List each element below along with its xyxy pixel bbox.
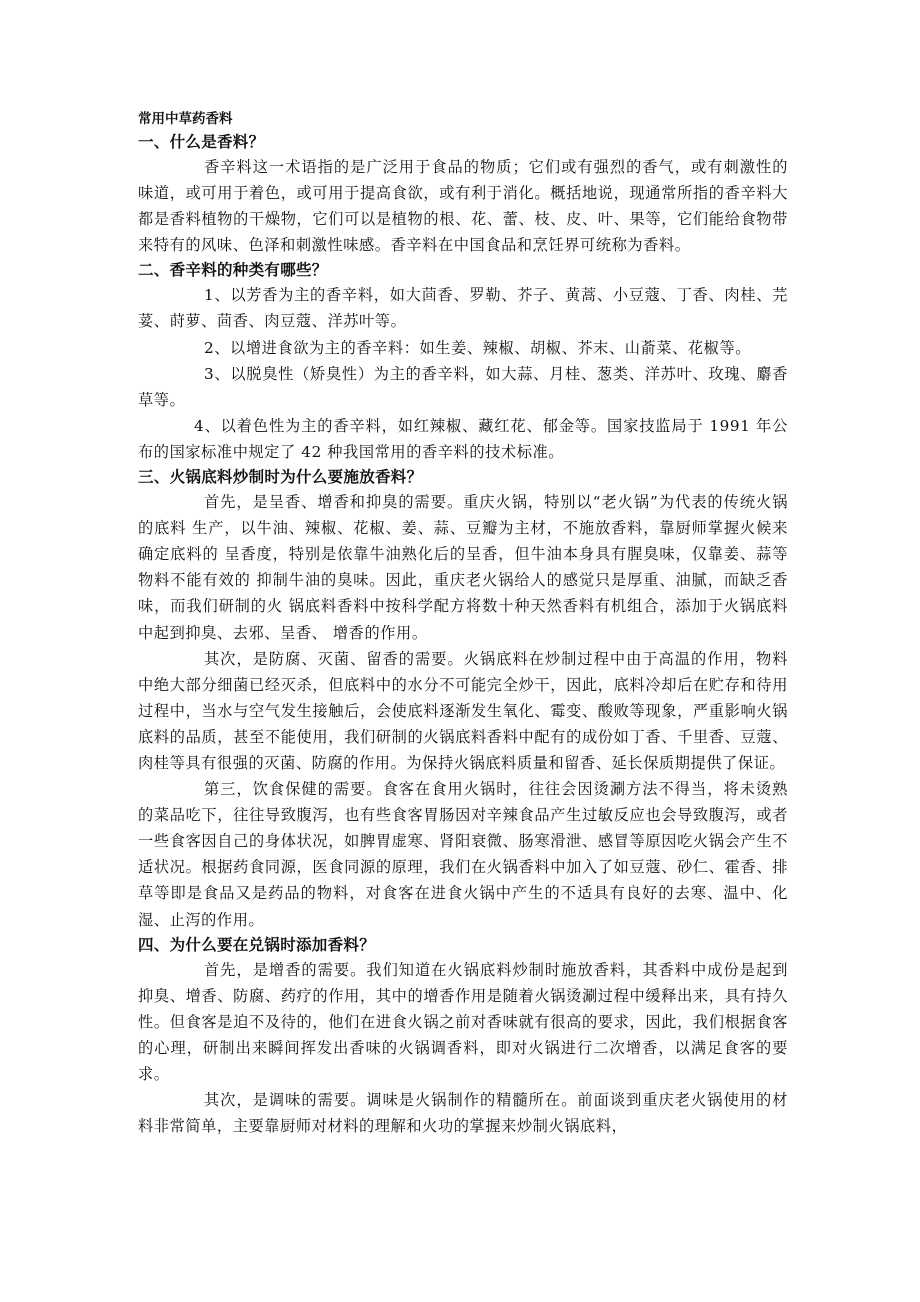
section-heading-1: 一、什么是香料？ <box>138 133 265 151</box>
section-2-item-1: 1、以芳香为主的香辛料，如大茴香、罗勒、芥子、黄蒿、小豆蔻、丁香、肉桂、芫荽、莳萝、茴香、肉豆蔻、洋苏叶等。 <box>138 286 788 331</box>
section-3-paragraph-2: 其次，是防腐、灭菌、留香的需要。火锅底料在炒制过程中由于高温的作用，物料中绝大部分细菌已经灭杀，但底料中的水分不可能完全炒干，因此，底料冷却后在贮存和待用过程中，当水与空气发生接触后，会使底料逐渐发生氧化、霉变、酸败等现象，严重影响火锅底料的品质，甚至不能使用，我们研制的火锅底料香料中配有的成份如丁香、千里香、豆蔻、肉桂等具有很强的灭菌、防腐的作用。为保持火锅底料质量和留香、延长保质期提供了保证。 <box>138 649 788 772</box>
section-4-paragraph-1: 首先，是增香的需要。我们知道在火锅底料炒制时施放香料，其香料中成份是起到抑臭、增香、防腐、药疗的作用，其中的增香作用是随着火锅烫涮过程中缓释出来，具有持久性。但食客是迫不及待的，他们在进食火锅之前对香味就有很高的要求，因此，我们根据食客的心理，研制出来瞬间挥发出香味的火锅调香料，即对火锅进行二次增香，以满足食客的要求。 <box>138 960 788 1083</box>
section-2-item-2: 2、以增进食欲为主的香辛料：如生姜、辣椒、胡椒、芥末、山萮菜、花椒等。 <box>204 338 752 357</box>
document-page <box>138 108 788 1139</box>
section-heading-2: 二、香辛料的种类有哪些？ <box>138 261 328 280</box>
section-3-paragraph-1: 首先，是呈香、增香和抑臭的需要。重庆火锅，特别以“老火锅”为代表的传统火锅的底料 生产，以牛油、辣椒、花椒、姜、蒜、豆瓣为主材，不施放香料，靠厨师掌握火候来确定底料的 呈香度，特别是依靠牛油熟化后的呈香，但牛油本身具有腥臭味，仅靠姜、蒜等物料不能有效的 抑制牛油的臭味。因此，重庆老火锅给人的感觉只是厚重、油腻，而缺乏香味，而我们研制的火 锅底料香料中按科学配方将数十种天然香料有机组合，添加于火锅底料中起到抑臭、去邪、呈香、 增香的作用。 <box>138 493 788 642</box>
section-heading-4: 四、为什么要在兑锅时添加香料？ <box>138 935 376 954</box>
section-2-item-4: 4、以着色性为主的香辛料，如红辣椒、藏红花、郁金等。国家技监局于 1991 年公布的国家标准中规定了 42 种我国常用的香辛料的技术标准。 <box>138 416 788 461</box>
section-heading-3: 三、火锅底料炒制时为什么要施放香料？ <box>138 468 423 487</box>
section-3-paragraph-3: 第三，饮食保健的需要。食客在食用火锅时，往往会因烫涮方法不得当，将未烫熟的菜品吃下，往往导致腹泻，也有些食客胃肠因对辛辣食品产生过敏反应也会导致腹泻，或者一些食客因自己的身体状况，如脾胃虚寒、肾阳衰微、肠寒滑泄、感冒等原因吃火锅会产生不适状况。根据药食同源，医食同源的原理，我们在火锅香料中加入了如豆蔻、砂仁、霍香、排草等即是食品又是药品的物料，对食客在进食火锅中产生的不适具有良好的去寒、温中、化湿、止泻的作用。 <box>138 780 788 929</box>
section-4-paragraph-2: 其次，是调味的需要。调味是火锅制作的精髓所在。前面谈到重庆老火锅使用的材料非常简单，主要靠厨师对材料的理解和火功的掌握来炒制火锅底料， <box>138 1091 788 1136</box>
section-1-paragraph-1: 香辛料这一术语指的是广泛用于食品的物质；它们或有强烈的香气，或有刺激性的味道，或可用于着色，或可用于提高食欲，或有利于消化。概括地说，现通常所指的香辛料大都是香料植物的干燥物，它们可以是植物的根、花、蕾、枝、皮、叶、果等，它们能给食物带来特有的风味、色泽和刺激性味感。香辛料在中国食品和烹饪界可统称为香料。 <box>138 158 788 255</box>
document-title: 常用中草药香料 <box>138 111 233 127</box>
section-2-item-3: 3、以脱臭性（矫臭性）为主的香辛料，如大蒜、月桂、葱类、洋苏叶、玫瑰、麝香草等。 <box>138 364 788 409</box>
